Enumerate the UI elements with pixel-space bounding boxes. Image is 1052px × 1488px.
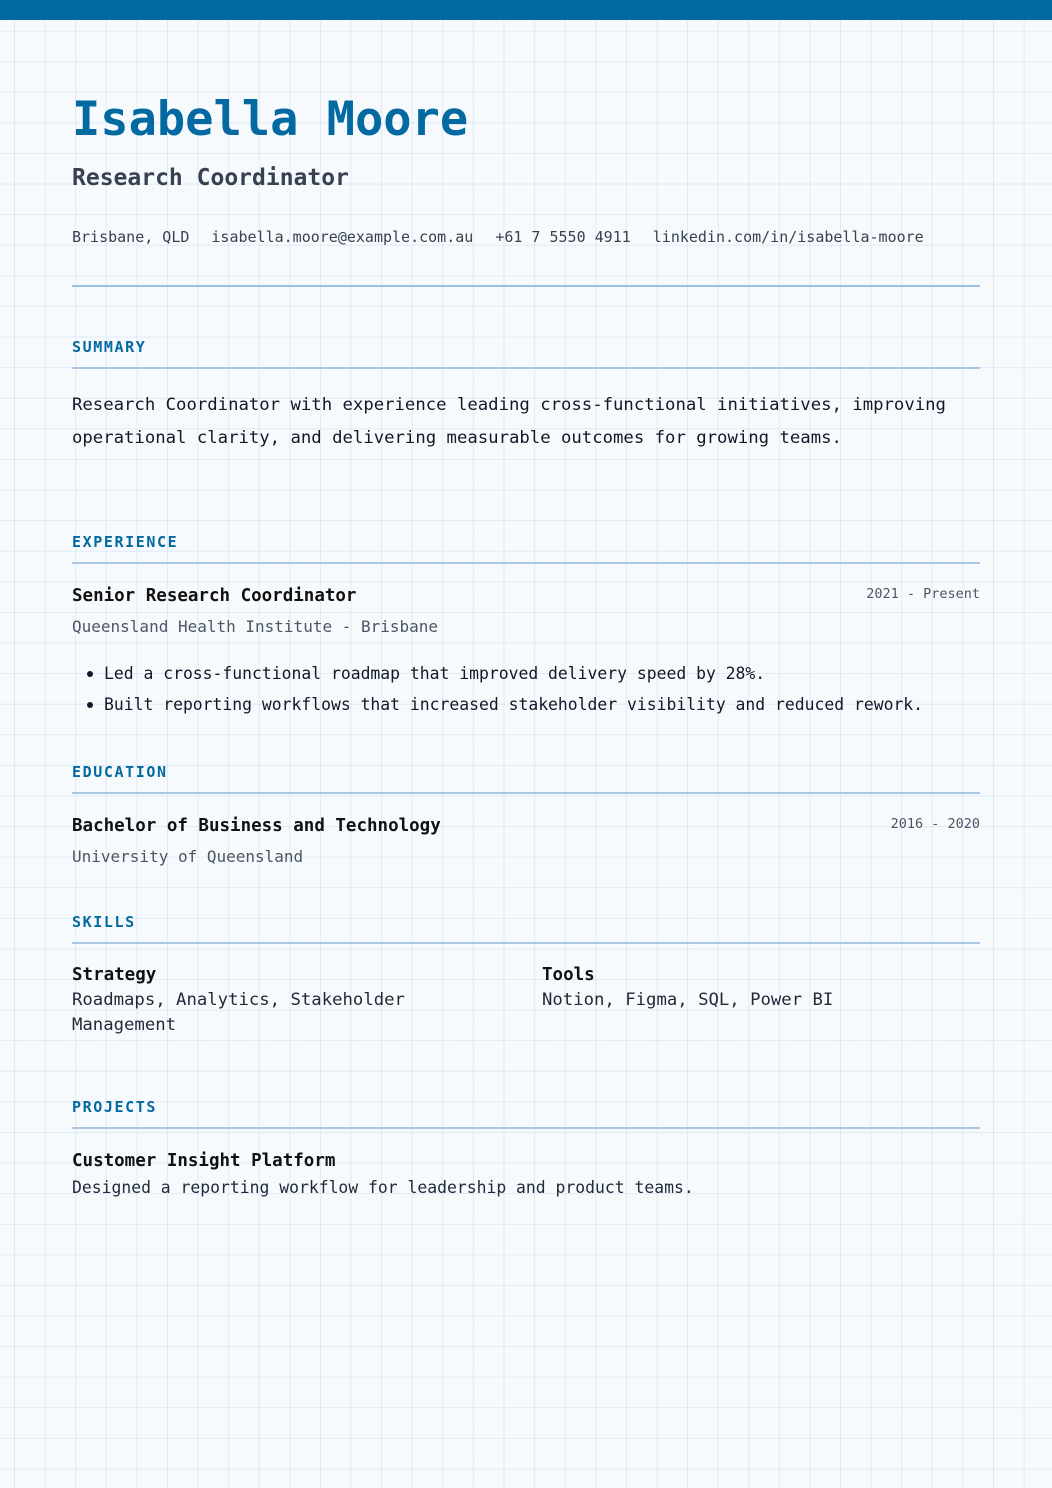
contact-location: Brisbane, QLD: [72, 228, 190, 246]
skill-group-strategy: [72, 962, 452, 1038]
experience-org: Queensland Health Institute - Brisbane: [72, 617, 439, 636]
education-divider: [72, 792, 980, 794]
contact-linkedin[interactable]: linkedin.com/in/isabella-moore: [652, 228, 924, 246]
experience-heading: EXPERIENCE: [72, 533, 179, 551]
experience-role: Senior Research Coordinator: [72, 586, 357, 606]
education-dates: 2016 - 2020: [890, 816, 980, 832]
contact-line: [72, 226, 946, 248]
projects-divider: [72, 1127, 980, 1129]
header-divider: [72, 285, 980, 287]
skill-group-values: Roadmaps, Analytics, Stakeholder Management: [72, 990, 405, 1035]
experience-dates: 2021 - Present: [866, 586, 980, 602]
list-item: [72, 658, 923, 689]
skill-group-tools: [542, 962, 922, 1013]
experience-divider: [72, 562, 980, 564]
experience-bullets: [72, 658, 923, 720]
project-description: Designed a reporting workflow for leadership and product teams.: [72, 1178, 694, 1197]
education-degree: Bachelor of Business and Technology: [72, 816, 441, 836]
candidate-role: Research Coordinator: [72, 165, 349, 191]
projects-heading: PROJECTS: [72, 1098, 158, 1116]
skills-divider: [72, 942, 980, 944]
bullet-text: Led a cross-functional roadmap that improved delivery speed by 28%.: [104, 664, 766, 683]
education-school: University of Queensland: [72, 847, 304, 866]
summary-heading: SUMMARY: [72, 338, 147, 356]
education-heading: EDUCATION: [72, 763, 168, 781]
list-item: [72, 689, 923, 720]
project-name: Customer Insight Platform: [72, 1151, 336, 1171]
contact-phone[interactable]: +61 7 5550 4911: [495, 228, 631, 246]
skills-heading: SKILLS: [72, 913, 136, 931]
bullet-text: Built reporting workflows that increased stakeholder visibility and reduced rework.: [104, 695, 924, 714]
candidate-name: Isabella Moore: [72, 92, 469, 147]
summary-divider: [72, 367, 980, 369]
skill-group-values: Notion, Figma, SQL, Power BI: [542, 990, 834, 1010]
summary-text: Research Coordinator with experience leading cross-functional initiatives, improving operational clarity, and delivering measurable outcomes for growing teams.: [72, 395, 946, 448]
top-accent-bar: [0, 0, 1052, 20]
bullet-dot-icon: [87, 671, 93, 677]
bullet-dot-icon: [87, 702, 93, 708]
skill-group-label: Strategy: [72, 965, 157, 985]
skill-group-label: Tools: [542, 965, 595, 985]
contact-email[interactable]: isabella.moore@example.com.au: [211, 228, 474, 246]
